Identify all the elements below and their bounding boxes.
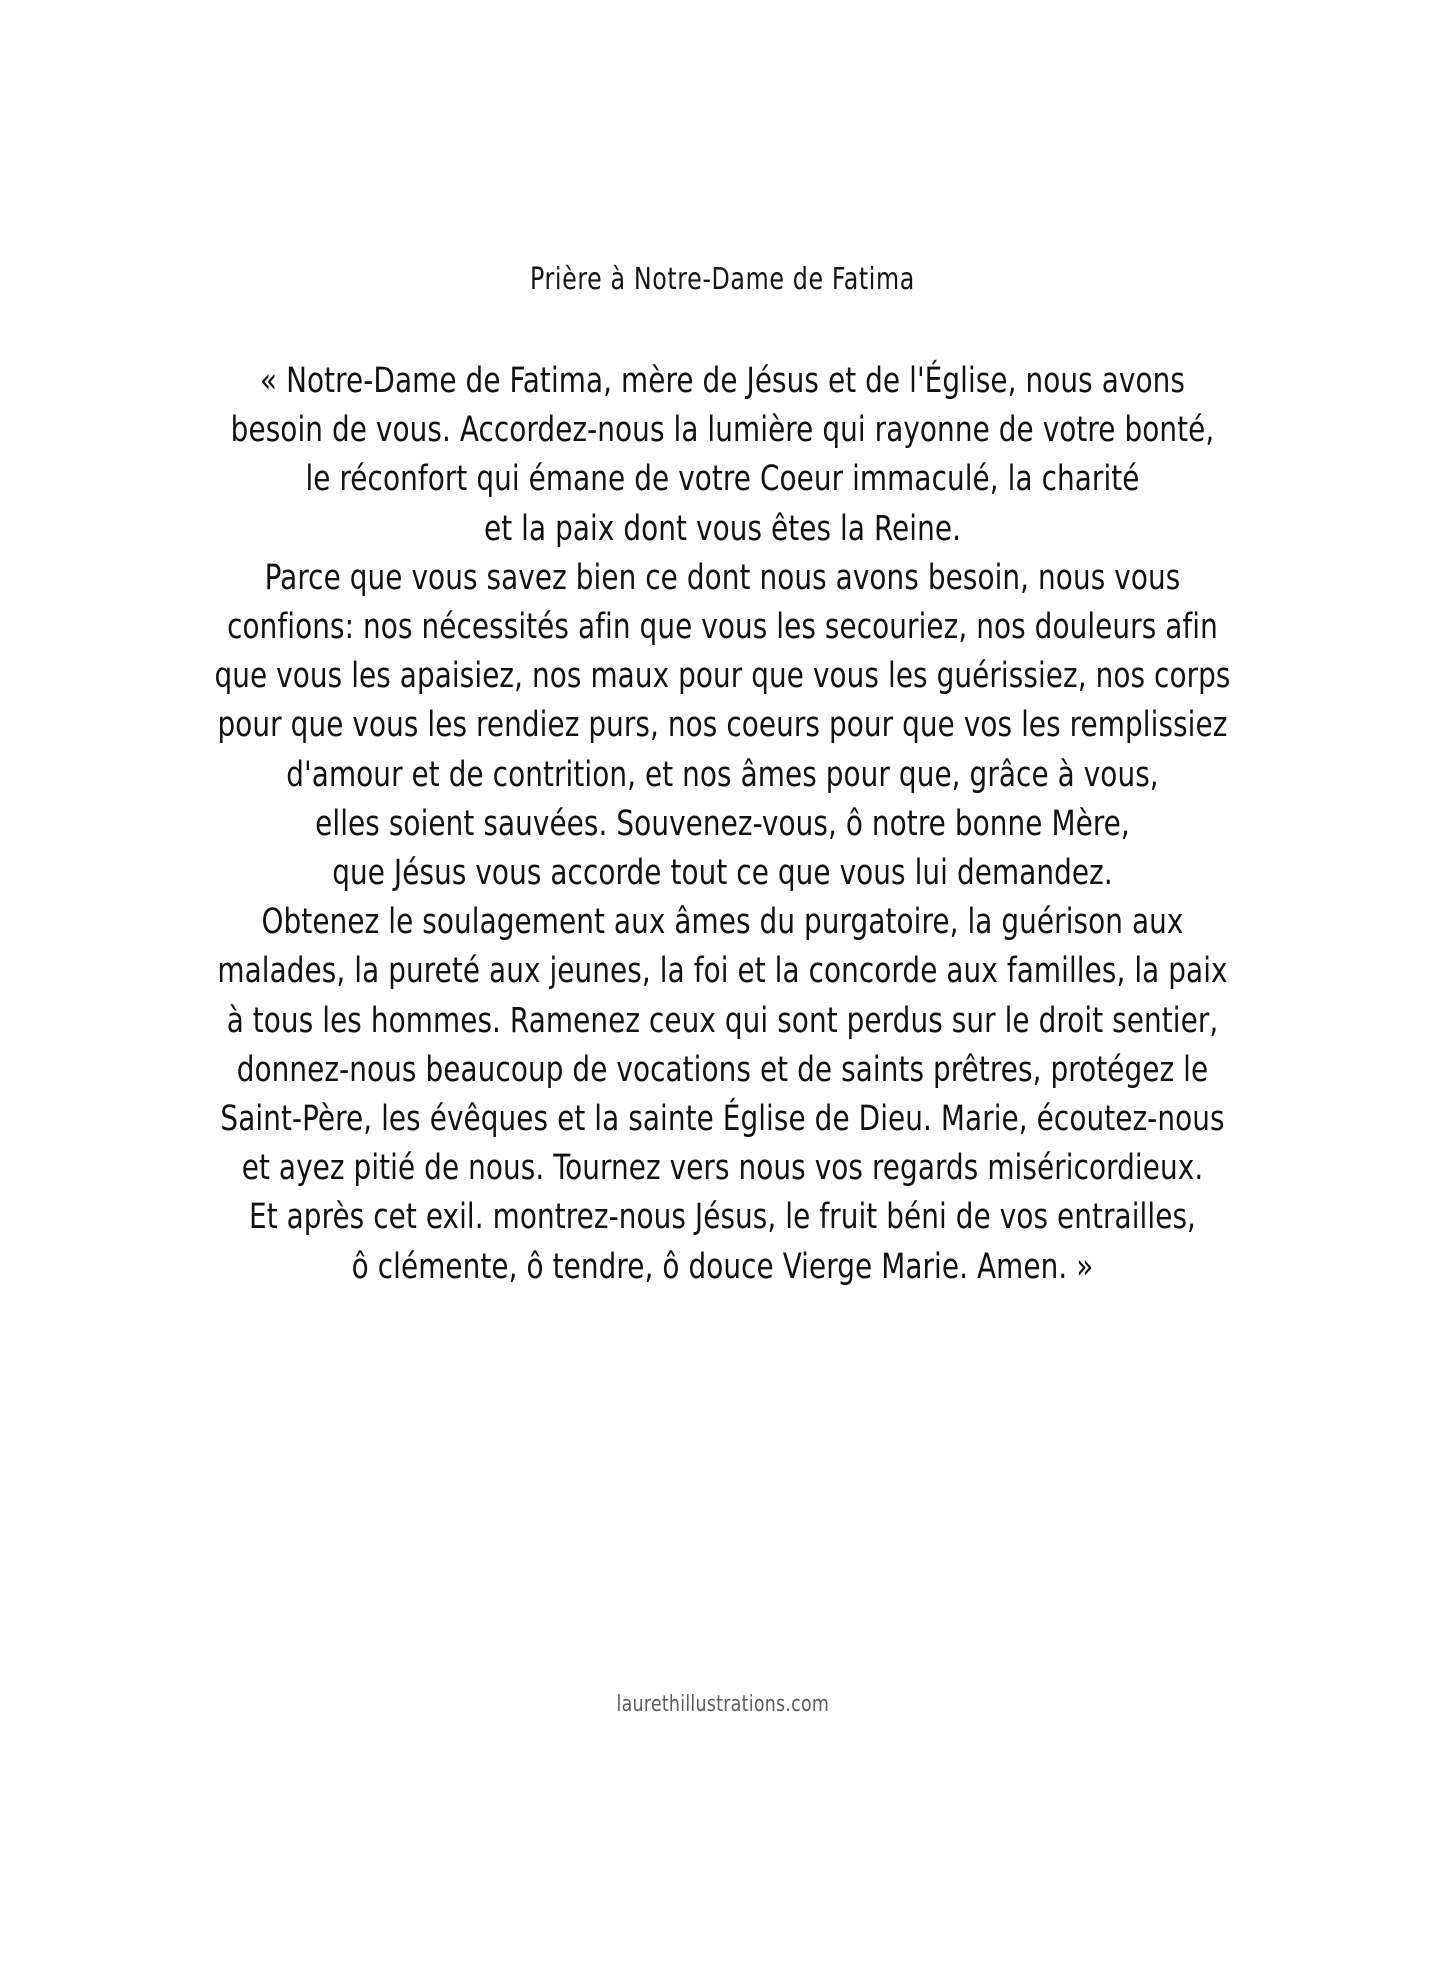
prayer-line: à tous les hommes. Ramenez ceux qui sont perdus sur le droit sentier,: [226, 1000, 1219, 1041]
prayer-line: Obtenez le soulagement aux âmes du purgatoire, la guérison aux: [261, 902, 1184, 943]
prayer-line: ô clémente, ô tendre, ô douce Vierge Marie. Amen. »: [351, 1246, 1094, 1287]
prayer-line: besoin de vous. Accordez-nous la lumière qui rayonne de votre bonté,: [230, 410, 1215, 451]
footer-credit: [0, 1692, 1445, 1717]
prayer-line: que vous les apaisiez, nos maux pour que vous les guérissiez, nos corps: [214, 656, 1231, 697]
prayer-line: « Notre-Dame de Fatima, mère de Jésus et de l'Église, nous avons: [260, 361, 1185, 401]
page-title: Prière à Notre-Dame de Fatima: [530, 262, 915, 298]
prayer-line: Parce que vous savez bien ce dont nous avons besoin, nous vous: [264, 557, 1181, 598]
prayer-line: et ayez pitié de nous. Tournez vers nous vos regards miséricordieux.: [241, 1148, 1204, 1189]
prayer-line: confions: nos nécessités afin que vous les secouriez, nos douleurs afin: [227, 607, 1218, 648]
footer-credit-text: laurethillustrations.com: [616, 1692, 829, 1717]
prayer-line: donnez-nous beaucoup de vocations et de saints prêtres, protégez le: [236, 1049, 1209, 1090]
prayer-line: malades, la pureté aux jeunes, la foi et la concorde aux familles, la paix: [217, 951, 1228, 992]
prayer-line: d'amour et de contrition, et nos âmes pour que, grâce à vous,: [286, 754, 1159, 795]
prayer-line: Saint-Père, les évêques et la sainte Église de Dieu. Marie, écoutez-nous: [220, 1099, 1225, 1140]
prayer-text-block: [108, 357, 1337, 1292]
prayer-line: pour que vous les rendiez purs, nos coeurs pour que vos les remplissiez: [217, 705, 1228, 746]
prayer-line: Et après cet exil. montrez-nous Jésus, le fruit béni de vos entrailles,: [248, 1197, 1197, 1238]
prayer-line: que Jésus vous accorde tout ce que vous lui demandez.: [332, 853, 1113, 894]
prayer-line: et la paix dont vous êtes la Reine.: [483, 508, 962, 549]
prayer-line: le réconfort qui émane de votre Coeur immaculé, la charité: [305, 459, 1140, 500]
prayer-line: elles soient sauvées. Souvenez-vous, ô notre bonne Mère,: [315, 803, 1130, 844]
